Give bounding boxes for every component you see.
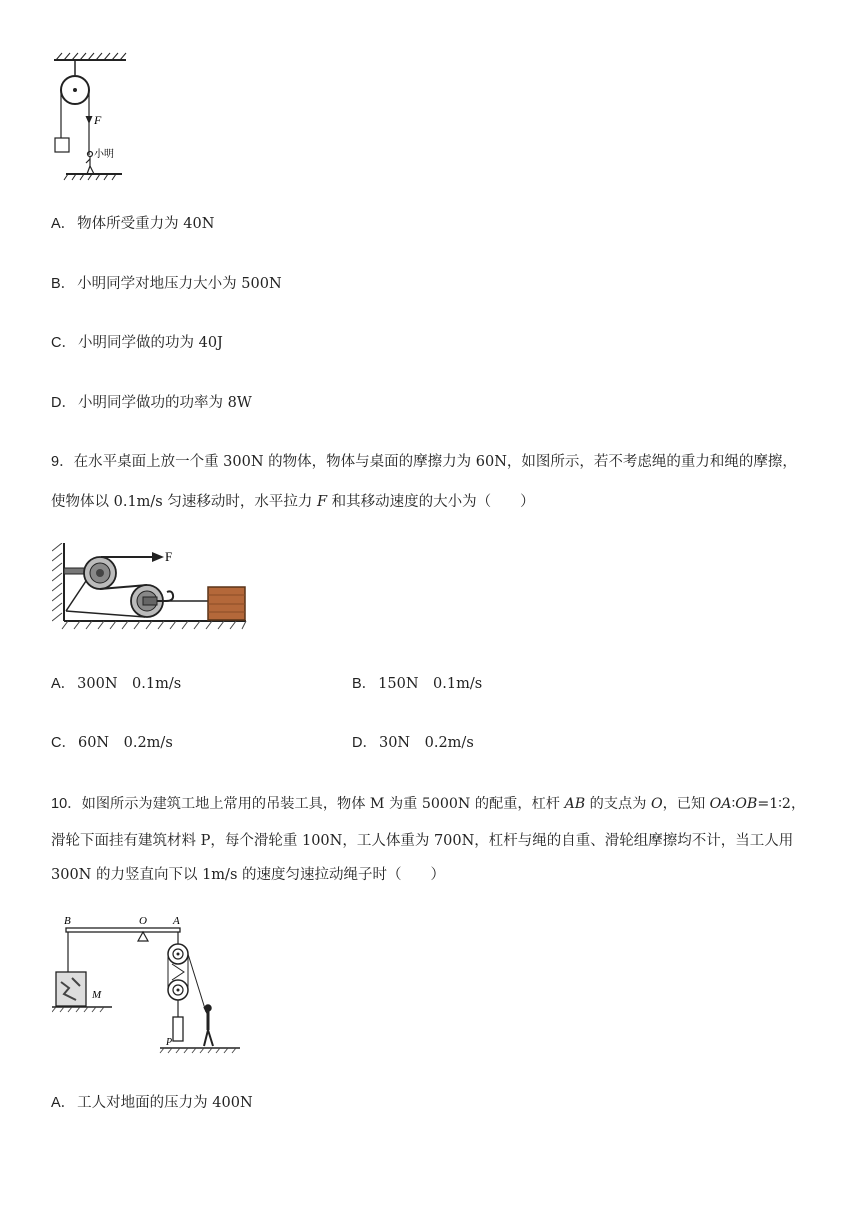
q10-stem-line2	[51, 831, 793, 851]
q8-option-b	[51, 274, 282, 294]
option-text: 300N 0.1m/s	[77, 676, 182, 692]
q9-option-d	[352, 733, 474, 753]
figure-crane-lever	[52, 912, 242, 1057]
q9-text: 和其移动速度的大小为（ ）	[327, 494, 535, 510]
q8-option-d	[51, 393, 252, 413]
label-p: P	[166, 1037, 173, 1048]
option-text: 物体所受重力为 40N	[77, 216, 215, 232]
label-b: B	[64, 915, 71, 927]
segment-oa: OA	[709, 796, 732, 812]
q9-option-a	[51, 674, 181, 694]
option-text: 60N 0.2m/s	[77, 735, 173, 751]
question-number: 10．	[51, 796, 82, 812]
option-text: 工人对地面的压力为 400N	[77, 1095, 253, 1111]
q10-text: 如图所示为建筑工地上常用的吊装工具，物体 M 为重 5000N 的配重，杠杆	[81, 796, 565, 812]
option-label: D．	[51, 395, 76, 411]
pivot-label: O	[650, 796, 663, 812]
question-number: 9．	[51, 454, 74, 470]
option-label: B．	[352, 676, 377, 692]
q10-text: 300N 的力竖直向下以 1m/s 的速度匀速拉动绳子时（ ）	[51, 867, 445, 883]
option-label: B．	[51, 276, 76, 292]
force-variable: F	[316, 494, 328, 510]
option-label: A．	[51, 216, 76, 232]
q9-stem-line1	[51, 452, 797, 472]
segment-ob: OB	[735, 796, 758, 812]
q10-stem-line1	[51, 794, 805, 814]
lever-label: AB	[564, 796, 586, 812]
q9-text: 在水平桌面上放一个重 300N 的物体，物体与桌面的摩擦力为 60N，如图所示，若不考虑绳的重力和绳的摩擦，	[73, 454, 797, 470]
label-m: M	[92, 989, 102, 1001]
option-label: D．	[352, 735, 377, 751]
figure-fixed-pulley	[50, 50, 140, 185]
q9-option-c	[51, 733, 173, 753]
q9-stem-line2	[51, 492, 535, 512]
label-o: O	[139, 915, 147, 927]
force-label: F	[94, 113, 102, 127]
option-text: 30N 0.2m/s	[378, 735, 474, 751]
option-text: 150N 0.1m/s	[378, 676, 483, 692]
option-label: A．	[51, 676, 76, 692]
q8-option-a	[51, 214, 214, 234]
q9-option-b	[352, 674, 482, 694]
q10-option-a	[51, 1093, 253, 1113]
option-label: C．	[51, 335, 76, 351]
force-label: F	[165, 549, 173, 564]
q10-text: 滑轮下面挂有建筑材料 P，每个滑轮重 100N，工人体重为 700N，杠杆与绳的自重、滑轮组摩擦均不计，当工人用	[51, 833, 794, 849]
option-text: 小明同学对地压力大小为 500N	[77, 276, 282, 292]
q9-text: 使物体以 0.1m/s 匀速移动时，水平拉力	[51, 494, 317, 510]
q10-text: =1∶2，	[757, 796, 806, 812]
q8-option-c	[51, 333, 223, 353]
q10-text: 的支点为	[585, 796, 651, 812]
q10-text: ，已知	[662, 796, 710, 812]
person-label: 小明	[94, 149, 114, 160]
q10-stem-line3	[51, 865, 445, 885]
label-a: A	[173, 915, 180, 927]
option-text: 小明同学做功的功率为 8W	[77, 395, 252, 411]
option-label: A．	[51, 1095, 76, 1111]
figure-pulley-block	[52, 543, 248, 635]
q10-text: ∶	[731, 796, 736, 812]
option-text: 小明同学做的功为 40J	[77, 335, 223, 351]
option-label: C．	[51, 735, 76, 751]
